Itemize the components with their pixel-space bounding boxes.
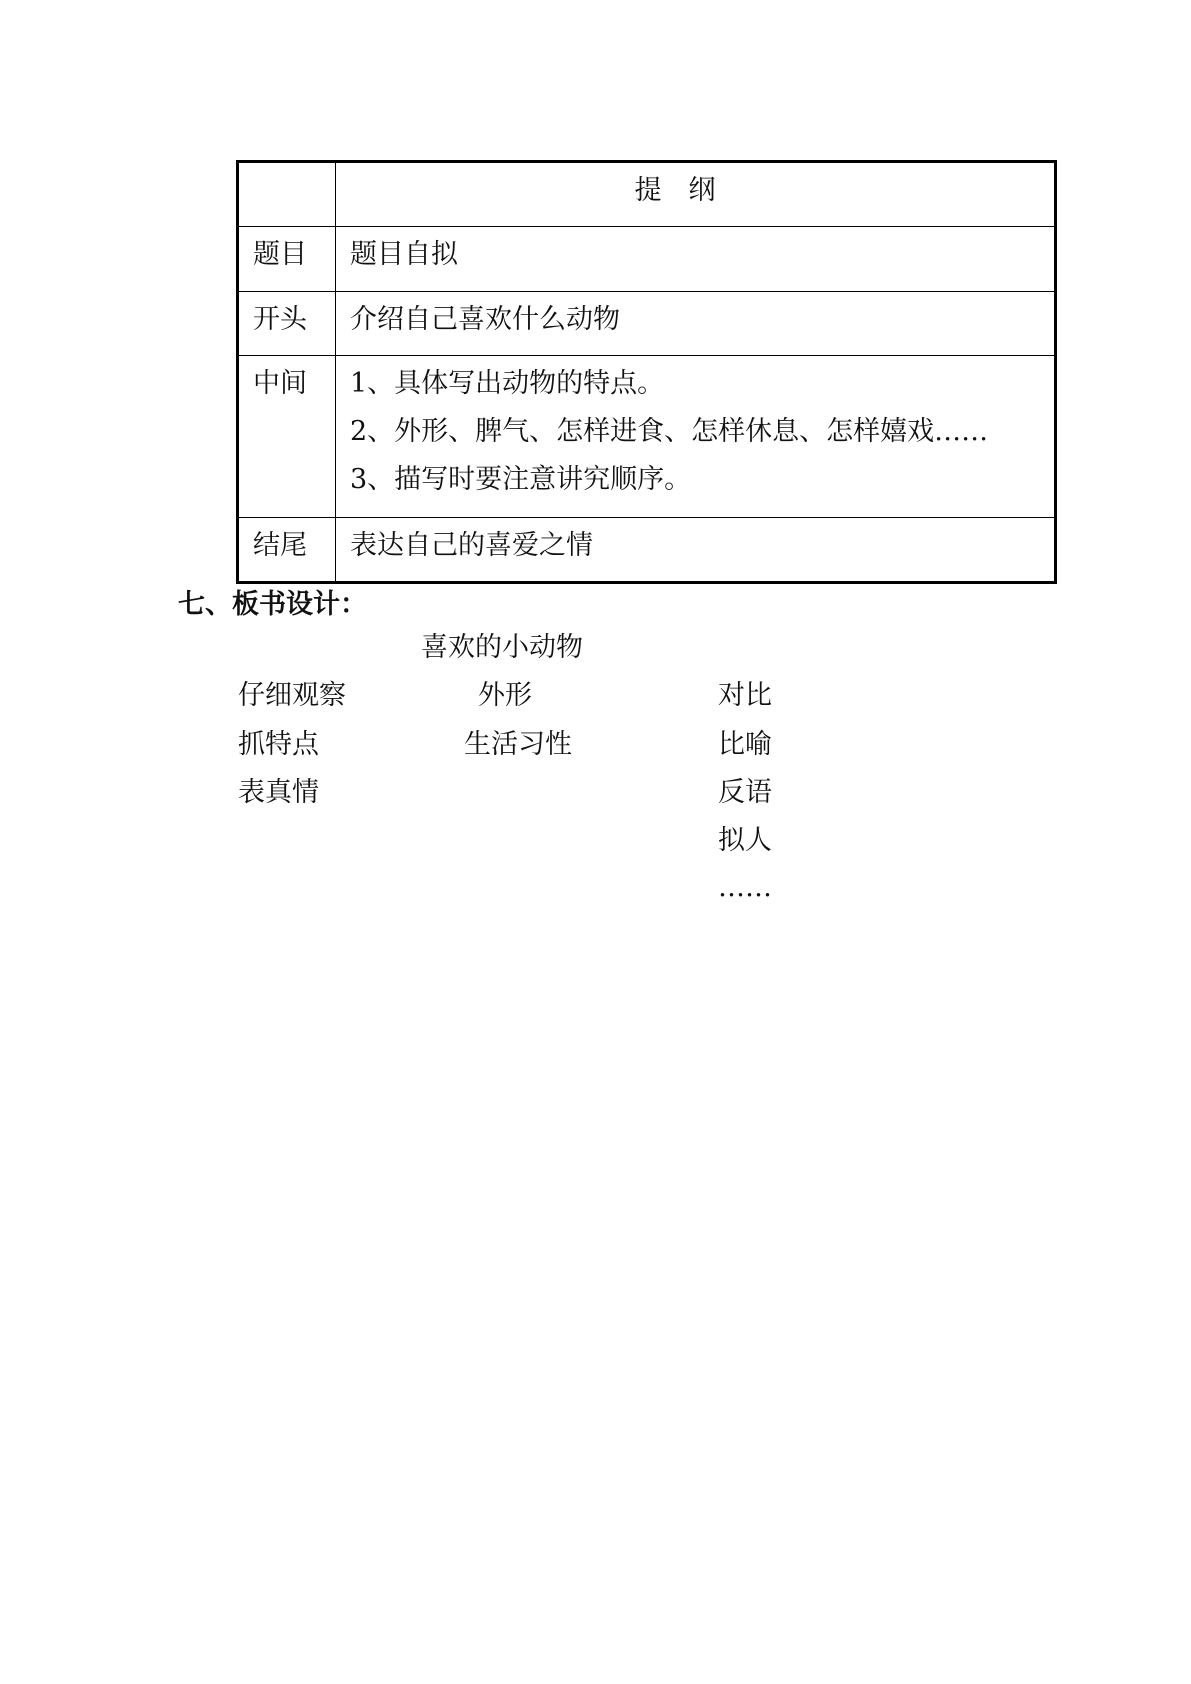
outline-table [236,160,1057,584]
row-label: 开头 [238,292,336,356]
board-left-item: 仔细观察 [238,680,346,711]
middle-line-2: 2、外形、脾气、怎样进食、怎样休息、怎样嬉戏…… [350,416,989,447]
outline-header-cell: 提 纲 [336,162,1056,227]
row-content: 介绍自己喜欢什么动物 [336,292,1056,356]
outline-row-opening [238,292,1056,356]
outline-header-row [238,162,1056,227]
board-right-item: …… [718,872,772,903]
middle-line-1: 1、具体写出动物的特点。 [350,368,665,399]
row-content: 题目自拟 [336,227,1056,292]
row-label: 题目 [238,227,336,292]
board-left-item: 抓特点 [238,729,319,760]
row-label: 中间 [238,356,336,518]
row-content: 表达自己的喜爱之情 [336,518,1056,583]
board-middle-item: 生活习性 [464,729,572,760]
board-right-item: 对比 [718,680,772,711]
row-label: 结尾 [238,518,336,583]
outline-row-ending [238,518,1056,583]
outline-row-middle [238,356,1056,518]
outline-header-blank-cell [238,162,336,227]
board-left-item: 表真情 [238,777,319,808]
board-right-item: 比喻 [718,729,772,760]
outline-row-title [238,227,1056,292]
board-right-item: 拟人 [718,825,772,856]
row-content [336,356,1056,518]
board-middle-item: 外形 [478,680,532,711]
board-title: 喜欢的小动物 [421,632,583,663]
board-right-item: 反语 [718,777,772,808]
section-heading: 七、板书设计： [178,589,367,620]
middle-line-3: 3、描写时要注意讲究顺序。 [350,464,692,495]
